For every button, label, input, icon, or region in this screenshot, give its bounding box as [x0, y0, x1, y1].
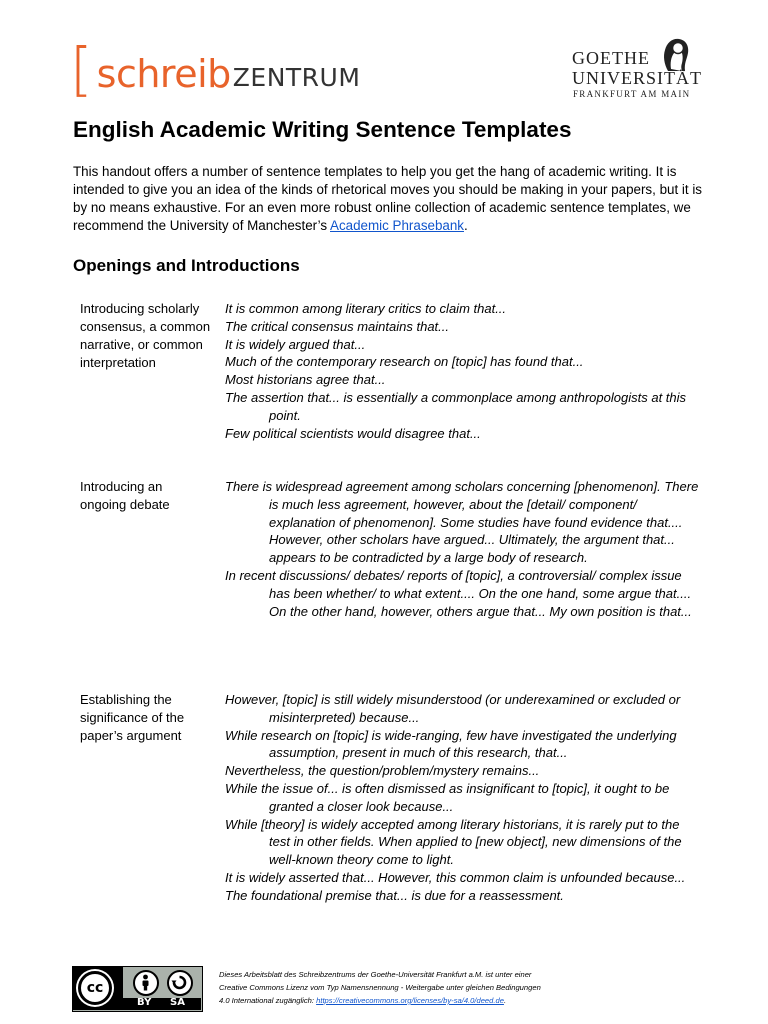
- license-line1: Dieses Arbeitsblatt des Schreibzentrums der Goethe-Universität Frankfurt a.M. ist unter einer: [219, 970, 532, 979]
- template-sentence: It is common among literary critics to claim that...: [225, 301, 507, 316]
- cc-by-sa-badge: [72, 966, 203, 1012]
- license-link[interactable]: https://creativecommons.org/licenses/by-sa/4.0/deed.de: [316, 996, 504, 1005]
- license-line3-end: .: [503, 996, 507, 1005]
- template-sentence: While research on [topic] is wide-ranging, few have investigated the underlying assumption, present in much of this research, that...: [225, 727, 677, 761]
- row-label: Introducing an ongoing debate: [80, 479, 170, 512]
- uni-logo-line1: GOETHE: [572, 48, 650, 68]
- intro-paragraph: [73, 163, 703, 235]
- logo-schreib: schreib: [96, 52, 231, 96]
- section-heading: Openings and Introductions: [73, 256, 300, 275]
- license-line3: [219, 994, 609, 1007]
- template-sentence: It is widely argued that...: [225, 336, 366, 352]
- cc-license-bar: [123, 998, 201, 1010]
- intro-text: This handout offers a number of sentence templates to help you get the hang of academic writing. It is intended to give you an idea of the kinds of rhetorical moves you should be making in your papers, but it is by no means exhaustive. For an even more robust online collection of academic sentence templates, we recommend the University of Manchester’s: [73, 164, 702, 233]
- template-sentence: There is widespread agreement among scholars concerning [phenomenon]. There is much less agreement, however, about the [detail/ component/ explanation of phenomenon]. Some studies have found evidence that.... However, other scholars have argued... Ultimately, the argument that... appears to be contradicted by a large body of research.: [225, 479, 699, 566]
- template-sentence: Most historians agree that...: [225, 372, 386, 388]
- sa-label: SA: [170, 997, 185, 1008]
- attribution-icon: [133, 970, 159, 996]
- template-sentence: The assertion that... is essentially a commonplace among anthropologists at this point.: [225, 389, 687, 423]
- goethe-university-logo: [572, 36, 702, 100]
- page-title: English Academic Writing Sentence Templates: [73, 117, 572, 142]
- template-sentence: While the issue of... is often dismissed as insignificant to [topic], it ought to be granted a closer look because...: [225, 780, 670, 814]
- uni-logo-line2: UNIVERSITÄT: [572, 68, 702, 88]
- goethe-portrait-icon: [654, 36, 694, 72]
- row-label: Establishing the significance of the paper’s argument: [80, 692, 185, 743]
- intro-end: .: [464, 218, 468, 233]
- academic-phrasebank-link[interactable]: Academic Phrasebank: [330, 218, 464, 233]
- template-sentence: While [theory] is widely accepted among literary historians, it is rarely put to the test in other fields. When applied to [new object], new dimensions of the well-known theory come to light.: [225, 816, 682, 868]
- template-list: [225, 300, 700, 442]
- template-sentence: Few political scientists would disagree that...: [225, 425, 481, 441]
- cc-icon: [78, 971, 112, 1005]
- template-list: [225, 691, 700, 905]
- schreibzentrum-logo: [70, 35, 361, 103]
- template-sentence: However, [topic] is still widely misunderstood (or underexamined or excluded or misinterpreted) because...: [225, 692, 681, 725]
- license-notice: [219, 968, 609, 1007]
- template-sentence: Nevertheless, the question/problem/mystery remains...: [225, 763, 540, 779]
- template-sentence: The foundational premise that... is due for a reassessment.: [225, 887, 564, 903]
- cc-label: cc: [86, 980, 104, 996]
- license-line2: Creative Commons Lizenz vom Typ Namensnennung - Weitergabe unter gleichen Bedingungen: [219, 983, 541, 992]
- row-label: Introducing scholarly consensus, a common narrative, or common interpretation: [80, 301, 211, 370]
- template-list: [225, 478, 700, 620]
- uni-logo-line3: FRANKFURT AM MAIN: [573, 89, 691, 99]
- by-label: BY: [137, 997, 152, 1008]
- template-sentence: In recent discussions/ debates/ reports of [topic], a controversial/ complex issue has been whether/ to what extent.... On the one hand, some argue that.... On the other hand, however, others argue that... My own position is that...: [225, 567, 692, 619]
- share-alike-icon: [167, 970, 193, 996]
- template-sentence: Much of the contemporary research on [topic] has found that...: [225, 354, 584, 370]
- logo-bracket: [: [70, 35, 93, 103]
- license-line3-text: 4.0 International zugänglich:: [219, 996, 317, 1005]
- template-sentence: It is widely asserted that... However, this common claim is unfounded because...: [225, 869, 686, 885]
- logo-zentrum: ZENTRUM: [232, 63, 361, 92]
- template-sentence: The critical consensus maintains that...: [225, 318, 449, 334]
